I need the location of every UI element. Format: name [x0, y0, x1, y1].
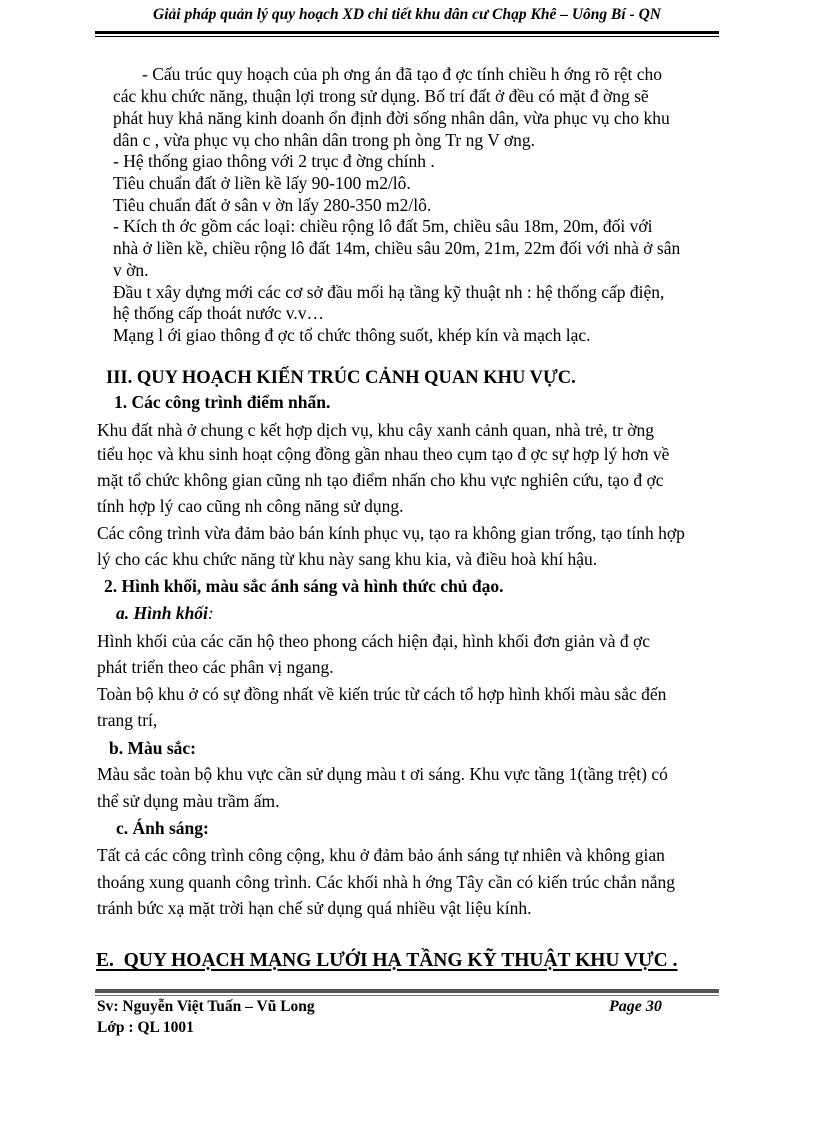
- paragraph-line: phát huy khả năng kinh doanh ổn định đời sống nhân dân, vừa phục vụ cho khu: [113, 108, 670, 128]
- paragraph-line: Toàn bộ khu ở có sự đồng nhất về kiến trúc từ cách tổ hợp hình khối màu sắc đến: [97, 684, 667, 704]
- paragraph-line: tránh bức xạ mặt trời hạn chế sử dụng quá nhiều vật liệu kính.: [97, 898, 532, 918]
- paragraph-line: Hình khối của các căn hộ theo phong cách hiện đại, hình khối đơn giản và đ ợc: [97, 631, 651, 651]
- paragraph-line: thoáng xung quanh công trình. Các khối nhà h ớng Tây cần có kiến trúc chắn nắng: [97, 872, 676, 892]
- paragraph-line: Tiêu chuẩn đất ở liền kề lấy 90-100 m2/lô.: [113, 173, 411, 193]
- subheading-b: b. Màu sắc:: [109, 738, 197, 758]
- paragraph-line: v ờn.: [113, 260, 149, 280]
- paragraph-line: Tiêu chuẩn đất ở sân v ờn lấy 280-350 m2/lô.: [113, 195, 432, 215]
- paragraph-line: dân c , vừa phục vụ cho nhân dân trong ph òng Tr ng V ơng.: [113, 130, 536, 150]
- paragraph-line: Tất cả các công trình công cộng, khu ở đảm bảo ánh sáng tự nhiên và không gian: [97, 845, 665, 865]
- paragraph-line: - Cấu trúc quy hoạch của ph ơng án đã tạo đ ợc tính chiều h ớng rõ rệt cho: [142, 64, 663, 84]
- paragraph-line: phát triển theo các phân vị ngang.: [97, 657, 334, 677]
- footer-rule: [95, 989, 719, 996]
- paragraph-line: nhà ở liền kề, chiều rộng lô đất 14m, chiều sâu 20m, 21m, 22m đối với nhà ở sân: [113, 238, 681, 258]
- subsection-heading-1: 1. Các công trình điểm nhấn.: [114, 392, 331, 412]
- page-number: Page 30: [609, 998, 662, 1015]
- paragraph-line: tính hợp lý cao cũng nh công năng sử dụng.: [97, 496, 404, 516]
- paragraph-line: Khu đất nhà ở chung c kết hợp dịch vụ, khu cây xanh cảnh quan, nhà trẻ, tr ờng: [97, 420, 654, 440]
- section-heading-iii: III. QUY HOẠCH KIẾN TRÚC CẢNH QUAN KHU VỰC.: [106, 368, 576, 388]
- header-rule: [95, 31, 719, 37]
- subsection-heading-2: 2. Hình khối, màu sắc ánh sáng và hình thức chủ đạo.: [104, 576, 504, 596]
- section-heading-e: [96, 950, 677, 972]
- paragraph-line: Các công trình vừa đảm bảo bán kính phục vụ, tạo ra không gian trống, tạo tính hợp: [97, 523, 685, 543]
- paragraph-line: các khu chức năng, thuận lợi trong sử dụng. Bố trí đất ở đều có mặt đ ờng sẽ: [113, 86, 649, 106]
- paragraph-line: hệ thống cấp thoát nước v.v…: [113, 303, 325, 323]
- paragraph-line: Đầu t xây dựng mới các cơ sở đầu mối hạ tầng kỹ thuật nh : hệ thống cấp điện,: [113, 282, 665, 302]
- subheading-a: [116, 603, 214, 624]
- footer-students: Sv: Nguyễn Việt Tuấn – Vũ Long: [97, 998, 315, 1015]
- paragraph-line: - Hệ thống giao thông với 2 trục đ ờng chính .: [113, 151, 435, 171]
- subheading-a-colon: :: [207, 603, 214, 623]
- section-e-letter: E.: [96, 950, 114, 971]
- paragraph-line: Màu sắc toàn bộ khu vực cần sử dụng màu t ơi sáng. Khu vực tầng 1(tầng trệt) có: [97, 764, 668, 784]
- paragraph-line: mặt tổ chức không gian cũng nh tạo điểm nhấn cho khu vực nghiên cứu, tạo đ ợc: [97, 470, 664, 490]
- footer-class: Lớp : QL 1001: [97, 1019, 194, 1036]
- paragraph-line: Mạng l ới giao thông đ ợc tổ chức thông suốt, khép kín và mạch lạc.: [113, 325, 591, 345]
- running-header: Giải pháp quản lý quy hoạch XD chi tiết khu dân cư Chạp Khê – Uông Bí - QN: [153, 6, 661, 23]
- subheading-a-title: a. Hình khối: [116, 603, 208, 623]
- subheading-c: c. Ánh sáng:: [116, 818, 209, 838]
- paragraph-line: lý cho các khu chức năng từ khu này sang khu kia, và điều hoà khí hậu.: [97, 549, 598, 569]
- paragraph-line: tiểu học và khu sinh hoạt cộng đồng gần nhau theo cụm tạo đ ợc sự hợp lý hơn về: [97, 444, 670, 464]
- paragraph-line: trang trí,: [97, 710, 158, 730]
- paragraph-line: thể sử dụng màu trầm ấm.: [97, 791, 280, 811]
- section-e-title: QUY HOẠCH MẠNG LƯỚI HẠ TẦNG KỸ THUẬT KHU VỰC .: [123, 950, 678, 971]
- paragraph-line: - Kích th ớc gồm các loại: chiều rộng lô đất 5m, chiều sâu 18m, 20m, đối với: [113, 216, 653, 236]
